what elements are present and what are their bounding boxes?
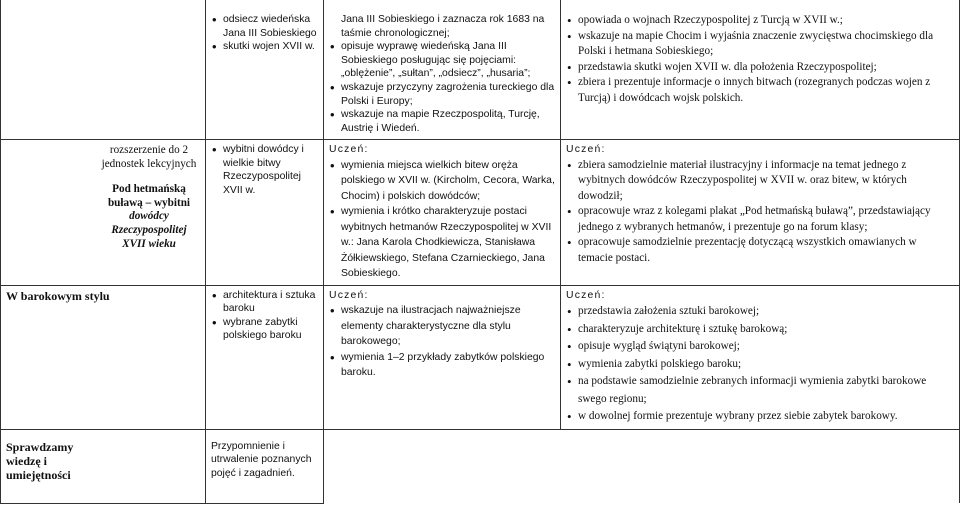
list-item: • przedstawia założenia sztuki barokowej; (566, 303, 954, 321)
student-label: Uczeń: (329, 289, 369, 301)
row-sprawdzamy-wiedze (1, 429, 960, 503)
extension-note: rozszerzenie do 2 jednostek lekcyjnych (101, 144, 197, 170)
row-w-barokowym-stylu (1, 285, 960, 429)
row3-topic-cell (1, 285, 206, 429)
list-item: • wskazuje na ilustracjach najważniejsze elementy charakterystyczne dla stylu barokowego; (329, 303, 555, 350)
row4-topic-cell (1, 429, 206, 503)
row2-extended-requirements-cell (561, 140, 960, 286)
row1-topic-cell (1, 0, 206, 140)
list-item: Jana III Sobieskiego (223, 27, 317, 39)
row2-content-cell (206, 140, 324, 286)
list-item: • wymienia i krótko charakteryzuje postaci wybitnych hetmanów Rzeczypospolitej w XVII w.: Jana Karola Chodkiewicza, Stanisława Żółkiewskiego, Stefana Czarnieckiego, Jana Sobieskiego. (329, 204, 555, 282)
list-item: • wymienia zabytki polskiego baroku; (566, 356, 954, 374)
list-item: • przedstawia skutki wojen XVII w. dla położenia Rzeczypospolitej; (566, 60, 954, 76)
row3-extended-requirements-cell (561, 285, 960, 429)
list-item: • na podstawie samodzielnie zebranych informacji wymienia zabytki barokowe swego regionu; (566, 373, 954, 408)
row4-empty-cell-2 (561, 429, 960, 503)
list-item: • wymienia 1–2 przykłady zabytków polskiego baroku. (329, 350, 555, 381)
list-item: • zbiera samodzielnie materiał ilustracyjny i informacje na temat jednego z wybitnych dowódców Rzeczypospolitej w XVII w. oraz bitew, w których dowodził; (566, 158, 954, 205)
student-label: Uczeń: (329, 144, 369, 155)
list-item: • opisuje wygląd świątyni barokowej; (566, 338, 954, 356)
row2-basic-requirements-cell (324, 140, 561, 286)
list-item: • odsiecz wiedeńska (211, 13, 318, 27)
list-item: • charakteryzuje architekturę i sztukę barokową; (566, 321, 954, 339)
continued-line: taśmie chronologicznej; (341, 27, 450, 39)
topic-title: W barokowym stylu (6, 288, 110, 303)
list-item: • opisuje wyprawę wiedeńską Jana III Sobieskiego posługując się pojęciami: „oblężenie”, „sułtan”, „odsiecz”, „husaria”; (329, 40, 555, 81)
topic-title: Sprawdzamy wiedzę i umiejętności (6, 439, 74, 482)
student-label: Uczeń: (566, 289, 606, 301)
row2-topic-cell (1, 140, 206, 286)
list-item: • skutki wojen XVII w. (211, 40, 318, 54)
list-item: • wymienia miejsca wielkich bitew oręża polskiego w XVII w. (Kircholm, Cecora, Warka, Chocim) i polskich dowódców; (329, 158, 555, 205)
topic-title: Pod hetmańską buławą – wybitni dowódcy Rzeczypospolitej XVII wieku (107, 183, 191, 250)
list-item: • wskazuje na mapie Rzeczpospolitą, Turcję, Austrię i Wiedeń. (329, 108, 555, 135)
row-odsiecz-wiedenska (1, 0, 960, 140)
list-item: • zbiera i prezentuje informacje o innych bitwach (rozegranych podczas wojen z Turcją) i dowódcach wojsk polskich. (566, 75, 954, 106)
list-item: • architektura i sztuka baroku (211, 289, 318, 316)
row1-basic-requirements-cell (324, 0, 561, 140)
list-item: • opracowuje samodzielnie prezentację dotyczącą wszystkich omawianych w temacie postaci. (566, 235, 954, 266)
continued-line: Jana III Sobieskiego i zaznacza rok 1683 na (341, 14, 545, 25)
row3-basic-requirements-cell (324, 285, 561, 429)
list-item: • opowiada o wojnach Rzeczypospolitej z Turcją w XVII w.; (566, 13, 954, 29)
row1-extended-requirements-cell (561, 0, 960, 140)
list-item: • wybitni dowódcy i wielkie bitwy Rzeczypospolitej XVII w. (211, 143, 318, 197)
row1-content-cell (206, 0, 324, 140)
summary-text: Przypomnienie i utrwalenie poznanych pojęć i zagadnień. (211, 440, 312, 479)
row4-content-cell (206, 429, 324, 503)
list-item: • wskazuje na mapie Chocim i wyjaśnia znaczenie zwycięstwa chocimskiego dla Polski i hetmana Sobieskiego; (566, 29, 954, 60)
list-item: • opracowuje wraz z kolegami plakat „Pod hetmańską buławą”, przedstawiający jednego z wybranych hetmanów, i prezentuje go na forum klasy; (566, 204, 954, 235)
row4-empty-cell (324, 429, 561, 503)
row3-content-cell (206, 285, 324, 429)
list-item: • wskazuje przyczyny zagrożenia tureckiego dla Polski i Europy; (329, 81, 555, 108)
student-label: Uczeń: (566, 144, 606, 155)
row-pod-hetmanska-bulawa (1, 140, 960, 286)
list-item: • wybrane zabytki polskiego baroku (211, 316, 318, 343)
list-item: • w dowolnej formie prezentuje wybrany przez siebie zabytek barokowy. (566, 408, 954, 426)
